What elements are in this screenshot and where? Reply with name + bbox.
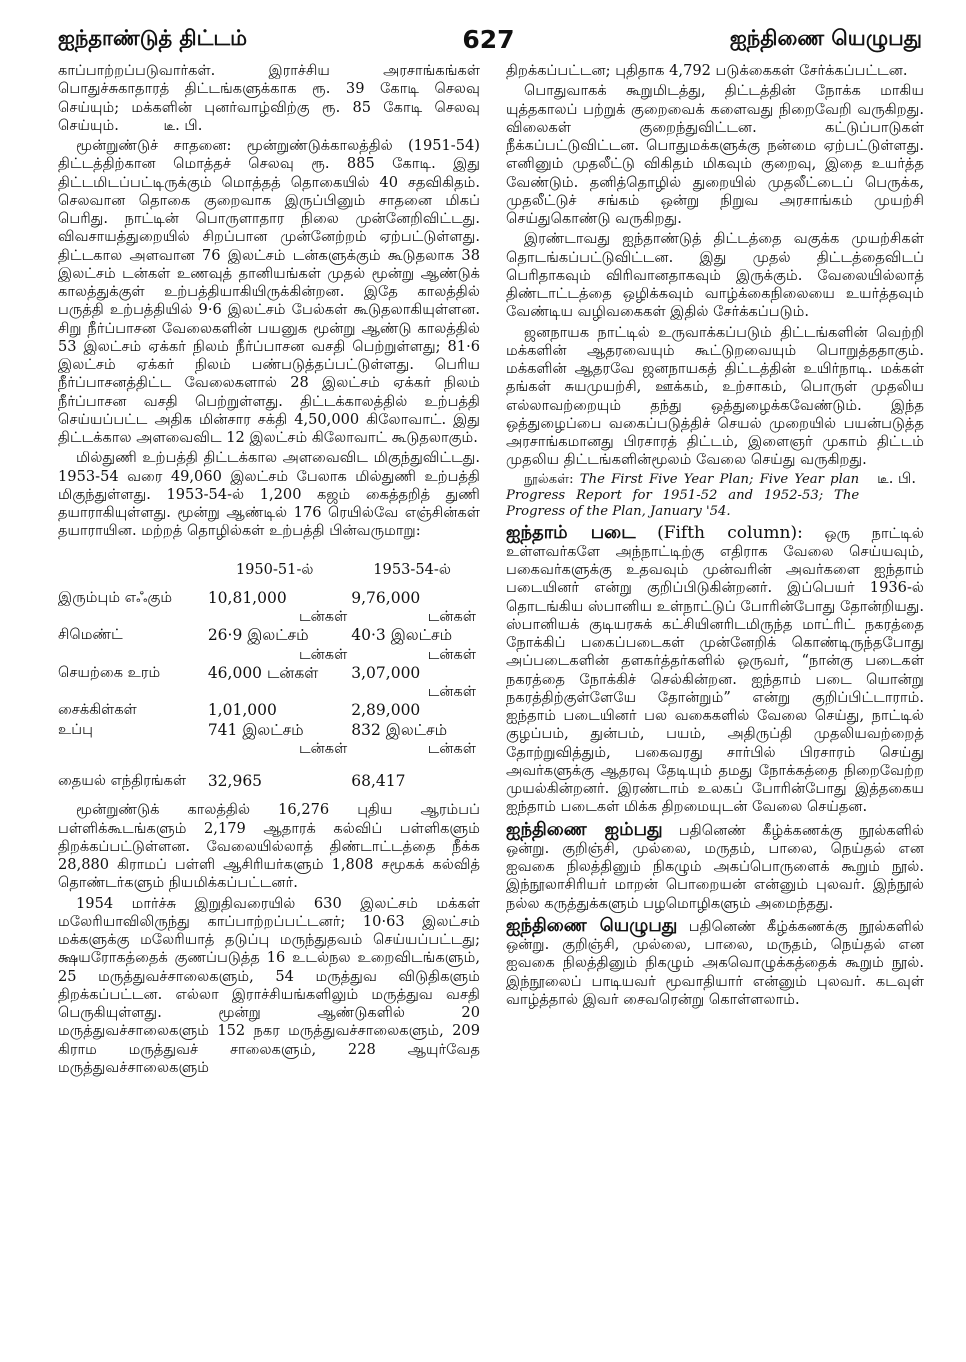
paragraph: மூன்றுண்டுச் சாதனை: மூன்றுண்டுக்காலத்தில் (1951-54) திட்டத்திற்கான மொத்தச் செலவு ரூ. 885 கோடி. இது திட்டமிடப்பட்டிருக்கும் மொத்தத் தொகையில் 40 சதவிகிதம். செலவான தொகை குறைவாக இருப்பினும் சாதனை மிகப் பெரிது. நாட்டின் பொருளாதார நிலை முன்னேறிவிட்டது. விவசாயத்துறையில் சிறப்பான முன்னேற்றம் ஏற்பட்டுள்ளது. திட்டகால அளவான 76 இலட்சம் டன்களுக்கும் கூடுதலாக 38 இலட்சம் டன்கள் உணவுத் தானியங்கள் முதல் மூன்று ஆண்டுக் காலத்துக்குள் உற்பத்தியாகியிருக்கின்றன. இதே காலத்தில் பருத்தி உற்பத்தியில் 9·6 இலட்சம் பேல்கள் கூடுதலாகியுள்ளன. சிறு நீர்ப்பாசன வேலைகளின் பயனுக மூன்று ஆண்டு காலத்தில் 53 இலட்சம் ஏக்கர் நிலம் நீர்ப்பாசன வசதி பெற்றுள்ளது; 81·6 இலட்சம் ஏக்கர் நிலம் பண்படுத்தப்பட்டுள்ளது. பெரிய நீர்ப்பாசனத்திட்ட வேலைகளால் 28 இலட்சம் ஏக்கர் நிலம் நீர்ப்பாசன வசதி பெற்றுள்ளது. திட்டக்காலத்தில் உற்பத்தி செய்யப்பட்ட அதிக மின்சார சக்தி 4,50,000 கிலோவாட். இது திட்டக்கால அளவைவிட 12 இலட்சம் கிலோவாட் கூடுதலாகும். [58, 137, 480, 446]
table-cell-value: 46,000 டன்கள் [207, 663, 319, 682]
entry-heading: ஐந்திணை யெழுபது [506, 914, 678, 936]
table-header-row [58, 549, 480, 589]
table-cell-item: இரும்பும் எஃகும் [58, 588, 173, 606]
entry-heading-english: (Fifth column): [657, 522, 803, 543]
table-cell-item: தையல் எந்திரங்கள் [58, 772, 187, 789]
entry-body: பதினெண் கீழ்க்கணக்கு நூல்களில் ஒன்று. குறிஞ்சி, முல்லை, பாலை, மருதம், நெய்தல் என ஐவகை நிலத்தினும் நிகழும் அகவொழுக்கத்தைக் கூறும் நூல். இந்நூலைப் பாடியவர் மூவாதியார் என்னும் புலவர். கடவுள் வாழ்த்தால் இவர் சைவரென்று கொள்ளலாம். [506, 917, 924, 1008]
table-row [58, 589, 480, 627]
table-row [58, 664, 480, 702]
paragraph-text: காப்பாற்றப்படுவார்கள். இராச்சிய அரசாங்கங்கள் பொதுச்சுகாதாரத் திட்டங்களுக்காக ரூ. 39 கோடி செலவு செய்யும்; மக்களின் புனர்வாழ்விற்கு ரூ. 85 கோடி செலவு செய்யும். [58, 62, 480, 134]
paragraph: மூன்றுண்டுக் காலத்தில் 16,276 புதிய ஆரம்பப் பள்ளிக்கூடங்களும் 2,179 ஆதாரக் கல்விப் பள்ளிகளும் திறக்கப்பட்டுள்ளன. வேலையில்லாத் திண்டாட்டத்தை நீக்க 28,880 கிராமப் பள்ளி ஆசிரியர்களும் 1,808 சமூகக் கல்வித் தொண்டர்களும் நியமிக்கப்பட்டனர். [58, 801, 480, 892]
table-cell-item: உப்பு [58, 720, 93, 738]
paragraph: பொதுவாகக் கூறுமிடத்து, திட்டத்தின் நோக்க மாகிய யுத்தகாலப் பற்றுக் குறைவைக் களைவது நிறைவேறி வருகிறது. விலைகள் குறைந்துவிட்டன. கட்டுப்பாடுகள் நீக்கப்பட்டுவிட்டன. பொதுமக்களுக்கு நன்மை ஏற்பட்டுள்ளது. எனினும் முதலீட்டு விகிதம் மிகவும் குறைவு, இதை உயர்த்த வேண்டும். தனித்தொழில் துறையில் முதலீட்டைப் பெருக்க, முதலீட்டுச் சங்கம் ஒன்று நிறுவ அரசாங்கம் முயற்சி செய்துகொண்டு வருகிறது. [506, 82, 924, 227]
table-spacer [58, 758, 480, 772]
running-head [58, 22, 922, 56]
table-row [58, 721, 480, 759]
left-column [58, 62, 480, 1079]
table-cell-value: 9,76,000 டன்கள் [351, 588, 476, 625]
author-signature: டீ. பி. [163, 116, 203, 134]
right-column [506, 62, 924, 1011]
table-row [58, 626, 480, 664]
table-row [58, 772, 480, 791]
entry-heading: ஐந்திணை ஐம்பது [506, 818, 663, 840]
paragraph-text: ஜனநாயக நாட்டில் உருவாக்கப்படும் திட்டங்களின் வெற்றி மக்களின் ஆதரவையும் கூட்டுறவையும் பொறுத்ததாகும். மக்களின் ஆதரவே ஜனநாயகத் திட்டத்தின் உயிர்நாடி. மக்கள் தங்கள் சுயமுயற்சி, ஊக்கம், உற்சாகம், பொருள் முதலிய எல்லாவற்றையும் தந்து ஒத்துழைக்கவேண்டும். இந்த ஒத்துழைப்பை வகைப்படுத்திச் செயல் முறையில் பயன்படுத்த அரசாங்கமானது பிரசாரத் திட்டம், இளைஞர் முகாம் திட்டம் முதலிய திட்டங்களின்மூலம் வேலை செய்து வருகிறது. [506, 323, 924, 469]
table-cell-value: 26·9 இலட்சம் டன்கள் [207, 626, 348, 663]
table-header-blank [58, 549, 208, 589]
running-head-right: ஐந்திணை யெழுபது [729, 25, 922, 50]
table-row [58, 701, 480, 720]
paragraph [58, 62, 480, 135]
paragraph: மில்துணி உற்பத்தி திட்டக்கால அளவைவிட மிகுந்துவிட்டது. 1953-54 வரை 49,060 இலட்சம் பேலாக மில்துணி உற்பத்தி மிகுந்துள்ளது. 1953-54-ல் 1,200 கஜம் கைத்தறித் துணி தயாராகியுள்ளது. மூன்று ஆண்டில் 176 ரெயில்வே எஞ்சின்கள் தயாராயின. மற்றத் தொழில்கள் உற்பத்தி பின்வருமாறு: [58, 449, 480, 540]
table-cell-value: 40·3 இலட்சம் டன்கள் [351, 626, 476, 663]
author-signature: டீ. பி. [877, 469, 916, 487]
paragraph: 1954 மார்ச்சு இறுதிவரையில் 630 இலட்சம் மக்கள் மலேரியாவிலிருந்து காப்பாற்றப்பட்டனர்; 10·63 இலட்சம் மக்களுக்கு மலேரியாத் தடுப்பு மருந்துதவம் செய்யப்பட்டது; க்ஷயரோகத்தைக் குணப்படுத்த 16 உடல்நல உறைவிடங்களும், 25 மருத்துவச்சாலைகளும், 54 மருத்துவ விடுதிகளும் திறக்கப்பட்டன. எல்லா இராச்சியங்களிலும் மருத்துவ வசதி பெருகியுள்ளது. மூன்று ஆண்டுகளில் 20 மருத்துவச்சாலைகளும் 152 நகர மருத்துவச்சாலைகளும், 209 கிராம மருத்துவச் சாலைகளும், 228 ஆயுர்வேத மருத்துவச்சாலைகளும் [58, 894, 480, 1076]
entry-body: ஒரு நாட்டில் உள்ளவர்களே அந்நாட்டிற்கு எதிராக வேலை செய்யவும், பகைவர்களுக்கு உதவவும் முன்வரின் அவர்களை ஐந்தாம் படையினர் என்று குறிப்பிடுகின்றனர். இப்பெயர் 1936-ல் தொடங்கிய ஸ்பானிய உள்நாட்டுப் போரின்போது தோன்றியது. ஸ்பானியக் குடியரசுக் கட்சியினரிடமிருந்த மாட்ரிட் நகரத்தை நோக்கிப் பகைப்படைகள் முன்னேறிக் கொண்டிருந்தபோது அப்படைகளின் தளகர்த்தர்களில் ஒருவர், “நான்கு படைகள் நகரத்தை நோக்கிச் செல்கின்றன. ஐந்தாம் படை யொன்று நகரத்திற்குள்ளேயே தோன்றும்” என்று குறிப்பிட்டாராம். ஐந்தாம் படையினர் பல வகைகளில் வேலை செய்து, நாட்டில் குழப்பம், துன்பம், பயம், அதிருப்தி முதலியவற்றைத் தோற்றுவித்தும், பகைவரது சார்பில் பிரசாரம் செய்து அவர்களுக்கு ஆதரவு தேடியும் தமது நோக்கத்தை நிறைவேற்ற முயல்கின்றனர். இரண்டாம் உலகப் போரின்போது இத்தகைய ஐந்தாம் படைகள் மிக்க திறமையுடன் வேலை செய்தன. [506, 524, 924, 816]
production-table [58, 549, 480, 792]
page-number: 627 [462, 24, 515, 54]
entry-ainthinai-ezhubathu [506, 914, 924, 1009]
table-cell-item: சைக்கிள்கள் [58, 701, 137, 719]
table-cell-value: 32,965 [207, 772, 263, 790]
references-text: The First Five Year Plan; Five Year plan Progress Report for 1951-52 and 1952-53; The Progress of the Plan, January '54. [506, 471, 860, 519]
table-cell-item: சிமெண்ட் [58, 626, 123, 644]
running-head-left: ஐந்தாண்டுத் திட்டம் [58, 25, 247, 50]
entry-body: பதினெண் கீழ்க்கணக்கு நூல்களில் ஒன்று. குறிஞ்சி, முல்லை, மருதம், பாலை, நெய்தல் என ஐவகை நிலத்தினும் நிகழும் அகப்பொருளைக் கூறும் நூல். இந்நூலாசிரியர் மாறன் பொறையன் என்னும் புலவர். இந்நூல் நல்ல கருத்துக்களும் பழமொழிகளும் அமைந்தது. [506, 821, 925, 912]
table-cell-value: 3,07,000 டன்கள் [351, 663, 476, 700]
table-cell-value: 10,81,000 டன்கள் [207, 588, 348, 625]
references-label: நூல்கள்: [524, 471, 574, 487]
table-cell-value: 2,89,000 [351, 701, 421, 720]
table-header-cell: 1950-51-ல் [235, 560, 314, 578]
table-cell-value: 832 இலட்சம் டன்கள் [351, 720, 476, 757]
table-cell-value: 1,01,000 [207, 701, 277, 720]
table-cell-value: 741 இலட்சம் டன்கள் [207, 720, 348, 757]
table-cell-item: செயற்கை உரம் [58, 663, 161, 681]
entry-fifth-column [506, 521, 924, 817]
table-cell-value: 68,417 [351, 772, 406, 790]
entry-heading: ஐந்தாம் படை [506, 521, 636, 543]
paragraph: இரண்டாவது ஐந்தாண்டுத் திட்டத்தை வகுக்க முயற்சிகள் தொடங்கப்பட்டுவிட்டன. இது முதல் திட்டத்தைவிடப் பெரிதாகவும் விரிவானதாகவும் இருக்கும். வேலையில்லாத் திண்டாட்டத்தை ஒழிக்கவும் வாழ்க்கைநிலையை உயர்த்தவும் வேண்டிய வழிவகைகள் இதில் சேர்க்கப்படும். [506, 230, 924, 321]
table-header-cell: 1953-54-ல் [373, 560, 451, 578]
entry-ainthinai-aimbathu [506, 818, 925, 913]
paragraph: திறக்கப்பட்டன; புதிதாக 4,792 படுக்கைகள் சேர்க்கப்பட்டன. [506, 62, 908, 79]
